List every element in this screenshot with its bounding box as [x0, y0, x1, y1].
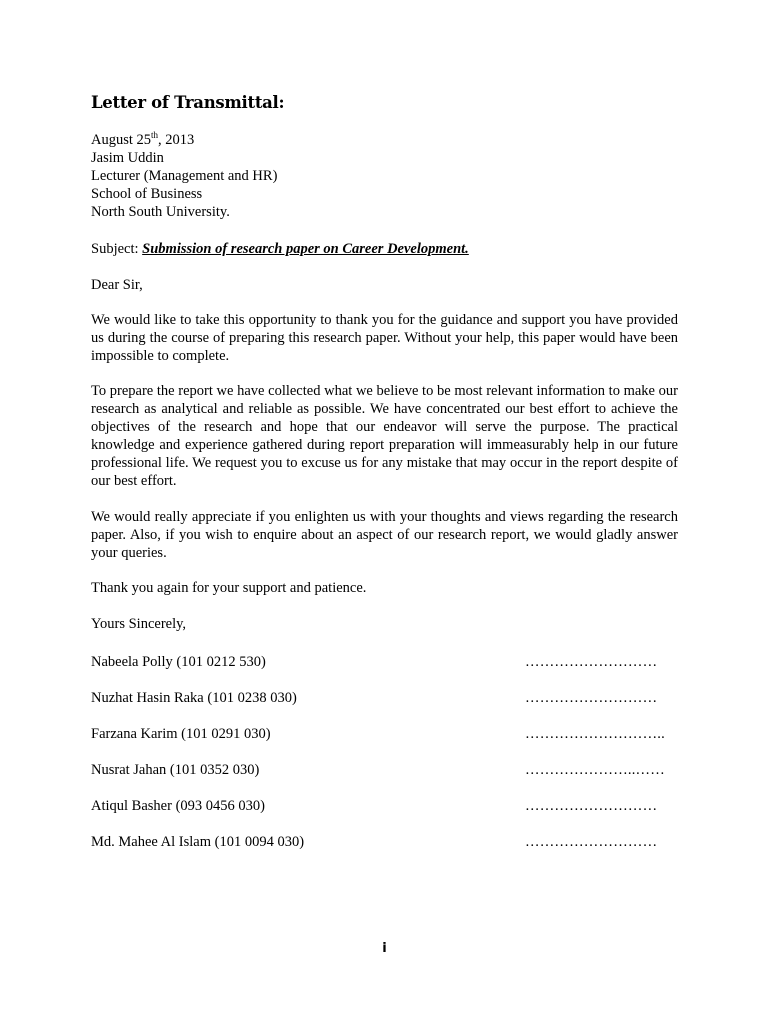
signatory-name: Nuzhat Hasin Raka (101 0238 030) — [91, 690, 297, 706]
signatory-name: Farzana Karim (101 0291 030) — [91, 726, 271, 742]
recipient-department: School of Business — [91, 186, 203, 202]
signatory-name: Atiqul Basher (093 0456 030) — [91, 798, 265, 814]
letter-heading: Letter of Transmittal: — [91, 93, 285, 112]
signatory-name: Nusrat Jahan (101 0352 030) — [91, 762, 260, 778]
salutation: Dear Sir, — [91, 277, 143, 293]
signature-row — [91, 689, 678, 725]
signature-row — [91, 725, 678, 761]
recipient-name: Jasim Uddin — [91, 150, 164, 166]
signature-dotted-line: …………………..…… — [525, 762, 665, 778]
signatory-name: Md. Mahee Al Islam (101 0094 030) — [91, 834, 305, 850]
subject-text: Submission of research paper on Career Development. — [142, 241, 469, 257]
signature-row — [91, 797, 678, 833]
signature-row — [91, 653, 678, 689]
signatory-name: Nabeela Polly (101 0212 530) — [91, 654, 266, 670]
closing-phrase: Yours Sincerely, — [91, 616, 187, 632]
paragraph-closing-thanks: Thank you again for your support and patience. — [91, 580, 367, 596]
paragraph-preparation: To prepare the report we have collected what we believe to be most relevant information to make our research as analytical and reliable as possible. We have concentrated our best effort to achieve the objectives of the research and hope that our endeavor will serve the purpose. The practical knowledge and experience gathered during report preparation will immeasurably help in our future professional life. We request you to excuse us for any mistake that may occur in the report despite of our best effort. — [91, 383, 678, 489]
signature-dotted-line: ……………………… — [525, 690, 658, 706]
signature-list — [91, 653, 678, 869]
letter-page — [91, 0, 678, 1024]
signature-row — [91, 833, 678, 869]
signature-dotted-line: ……………………… — [525, 834, 658, 850]
signature-dotted-line: ……………………… — [525, 654, 658, 670]
date-year: , 2013 — [158, 132, 195, 148]
recipient-address-block — [91, 131, 277, 221]
subject-label: Subject: — [91, 241, 143, 257]
letter-date — [91, 131, 277, 149]
date-suffix: th — [151, 130, 159, 140]
recipient-institution: North South University. — [91, 204, 230, 220]
date-month-day: August 25 — [91, 132, 152, 148]
signature-row — [91, 761, 678, 797]
signature-dotted-line: ……………………… — [525, 798, 658, 814]
page-number: i — [382, 941, 387, 956]
recipient-title: Lecturer (Management and HR) — [91, 168, 278, 184]
signature-dotted-line: ……………………….. — [525, 726, 665, 742]
paragraph-feedback: We would really appreciate if you enlighten us with your thoughts and views regarding the research paper. Also, if you wish to enquire about an aspect of our research report, we would gladly answer your queries. — [91, 509, 678, 561]
subject-line — [91, 240, 469, 258]
paragraph-thanks: We would like to take this opportunity to thank you for the guidance and support you have provided us during the course of preparing this research paper. Without your help, this paper would have been impossible to complete. — [91, 312, 678, 364]
